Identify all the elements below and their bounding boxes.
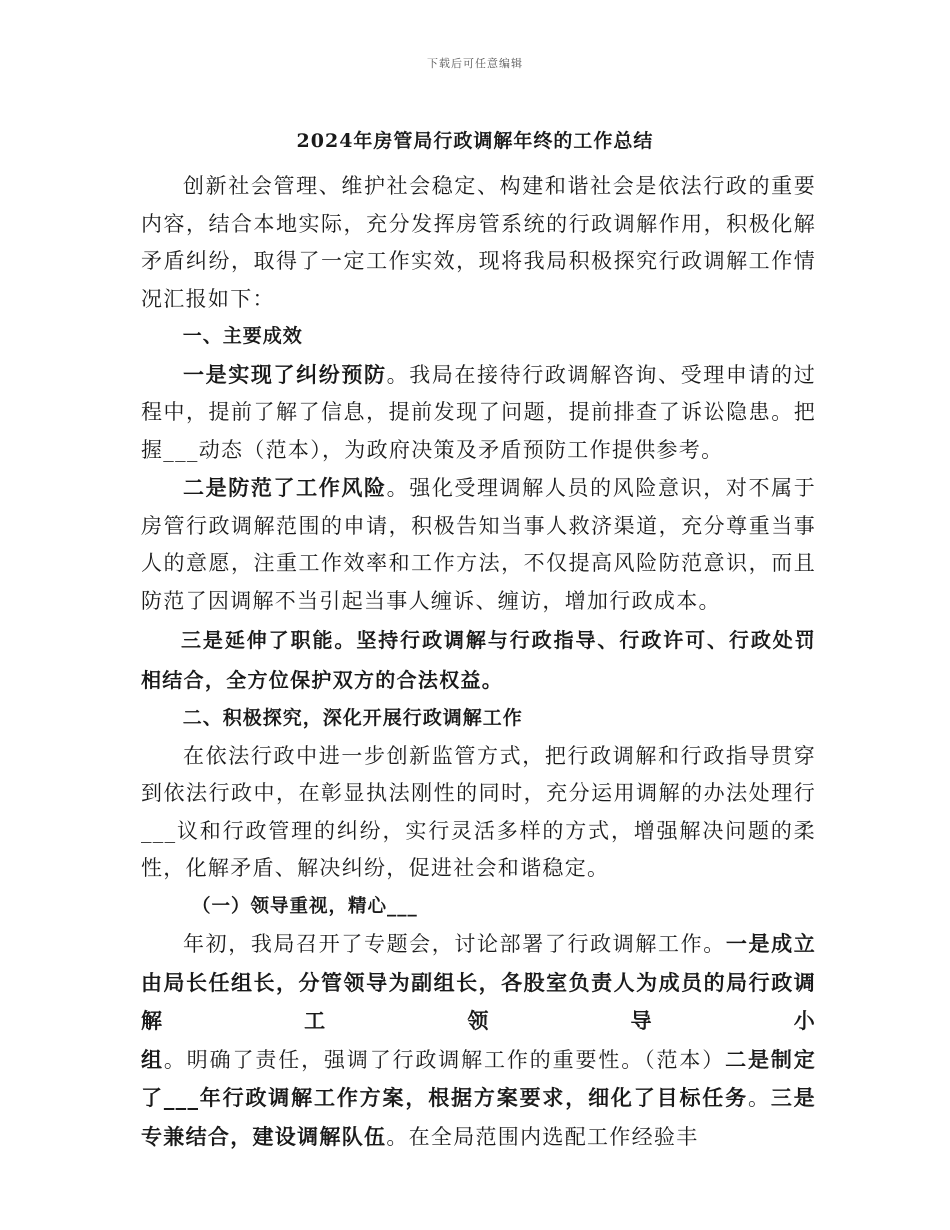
section-heading-1: 一、主要成效 (182, 325, 303, 347)
paragraph-text: 。我局在接待行政调解咨询、受理申请的过程中，提前了解了信息，提前发现了问题，提前排查了诉讼隐患。把握___动态（范本），为政府决策及矛盾预防工作提供参考。 (141, 362, 817, 462)
paragraph-lead: 一是成立由局长任组长，分管领导为副组长，各股室负责人为成员的局行政调解工领导小组 (141, 931, 816, 1072)
paragraph-prevention (141, 356, 816, 470)
download-note: 下载后可任意编辑 (427, 57, 523, 70)
paragraph-function: 三是延伸了职能。坚持行政调解与行政指导、行政许可、行政处罚相结合，全方位保护双方的合法权益。 (141, 628, 816, 692)
paragraph-text: 。强化受理调解人员的风险意识，对不属于房管行政调解范围的申请，积极告知当事人救济渠道，充分尊重当事人的意愿，注重工作效率和工作方法，不仅提高风险防范意识，而且防范了因调解不当引起当事人缠诉、缠访，增加行政成本。 (141, 476, 817, 613)
paragraph-risk (141, 469, 816, 620)
paragraph-text: 年初，我局召开了专题会，讨论部署了行政调解工作。 (183, 932, 726, 956)
paragraph-leadership (141, 925, 816, 1156)
paragraph-lead: 三是专兼结合，建设调解队伍 (141, 1085, 816, 1149)
paragraph-text: 。 (748, 1086, 771, 1110)
paragraph-lead: 二是防范了工作风险 (183, 475, 387, 500)
paragraph-text: 。明确了责任，强调了行政调解工作的重要性。（范本） (163, 1047, 726, 1072)
paragraph-lead: 二是制定了___年行政调解工作方案，根据方案要求，细化了目标任务 (141, 1046, 816, 1110)
document-body (141, 168, 816, 1156)
subsection-heading-1: （一）领导重视，精心___ (192, 895, 418, 917)
document-title: 2024年房管局行政调解年终的工作总结 (296, 130, 654, 152)
paragraph-lead: 一是实现了纠纷预防 (183, 361, 387, 387)
section-heading-2: 二、积极探究，深化开展行政调解工作 (182, 707, 523, 729)
paragraph-explore: 在依法行政中进一步创新监管方式，把行政调解和行政指导贯穿到依法行政中，在彰显执法刚性的同时，充分运用调解的办法处理行___议和行政管理的纠纷，实行灵活多样的方式，增强解决问题的柔性，化解矛盾、解决纠纷，促进社会和谐稳定。 (141, 743, 816, 880)
paragraph-text: 。在全局范围内选配工作经验丰 (386, 1124, 699, 1149)
intro-paragraph: 创新社会管理、维护社会稳定、构建和谐社会是依法行政的重要内容，结合本地实际，充分发挥房管系统的行政调解作用，积极化解矛盾纠纷，取得了一定工作实效，现将我局积极探究行政调解工作情况汇报如下： (141, 174, 816, 311)
